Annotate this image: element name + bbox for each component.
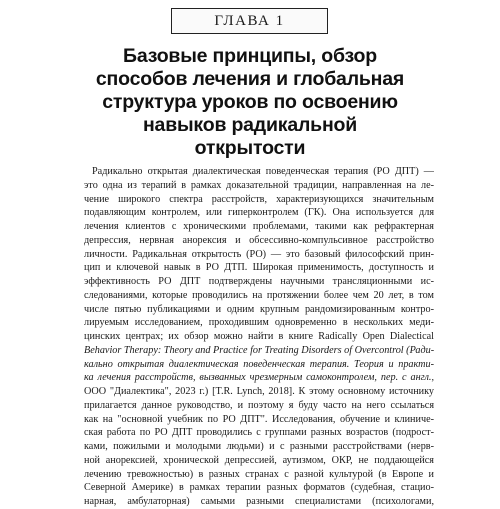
body-line: эффективность РО ДПТ подтверждены научными трансляционными ис- <box>84 276 434 287</box>
body-line-italic: кально открытая диалектическая поведенческая терапия. Теория и практи- <box>84 358 434 370</box>
chapter-heading-box <box>171 8 328 34</box>
chapter-title-line: навыков радикальной <box>142 114 358 136</box>
chapter-title <box>60 45 440 160</box>
body-line: депрессия, нервная анорексия и обсессивно-компульсивное расстройство <box>84 234 434 246</box>
body-line-italic: Behavior Therapy: Theory and Practice for Treating Disorders of Overcontrol (Ради- <box>84 344 435 356</box>
body-line: лечению тревожностью) в разных странах с разной культурой (в Европе и <box>84 468 434 480</box>
chapter-title-line: способов лечения и глобальная <box>95 68 405 90</box>
chapter-title-line: открытости <box>194 137 306 159</box>
body-line: лечения клиентов с хроническими проблемами, такими как рефрактерная <box>84 221 434 232</box>
body-line: это одна из терапий в рамках доказательной традиции, направленная на ле- <box>84 179 434 191</box>
body-line: следованиями, которые проводились на протяжении более чем 20 лет, в том <box>84 289 434 301</box>
chapter-label: ГЛАВА 1 <box>214 13 285 29</box>
body-line: ООО "Диалектика", 2023 г.) [T.R. Lynch, 2018]. К этому основному источнику <box>84 386 434 397</box>
body-line: ками, пожилыми и молодыми людьми) и с разными расстройствами (нерв- <box>84 441 434 452</box>
body-line: цинских центрах; их обзор можно найти в книге Radically Open Dialectical <box>84 331 434 342</box>
body-line: личности. Радикальная открытость (РО) — это базовый философский прин- <box>84 248 434 260</box>
chapter-title-line: структура уроков по освоению <box>102 91 398 113</box>
body-line: нарная, амбулаторная) самыми разными специалистами (психологами, <box>84 496 434 507</box>
body-line: числе пятью публикациями и одним крупным рандомизированным контро- <box>84 303 434 315</box>
body-line: цип и ключевой навык в РО ДТП. Широкая применимость, доступность и <box>84 262 434 274</box>
body-line-italic: ка лечения расстройств, вызванных чрезмерным самоконтролем, пер. с англ., <box>84 372 434 384</box>
body-text <box>84 165 434 509</box>
body-line: подавляющим контролем, или гиперконтролем (ГК). Она используется для <box>84 207 434 219</box>
body-line: ская работа по РО ДПТ проводились с группами разных возрастов (подрост- <box>84 427 434 439</box>
body-line: как на "основной учебник по РО ДПТ". Исследования, обучение и клиниче- <box>84 413 434 425</box>
body-line: лируемым исследованием, проходившим одновременно в нескольких меди- <box>84 317 434 329</box>
body-line: прилагается данное руководство, и поэтому я буду часто на него ссылаться <box>84 399 434 411</box>
body-line: ной анорексией, хронической депрессией, аутизмом, ОКР, не поддающейся <box>84 454 434 466</box>
body-line: Северной Америке) в рамках терапии разных форматов (судебная, стацио- <box>84 482 434 494</box>
body-line: Радикально открытая диалектическая поведенческая терапия (РО ДПТ) — <box>92 166 434 177</box>
chapter-title-line: Базовые принципы, обзор <box>123 45 377 67</box>
body-line: чение широкого спектра расстройств, характеризующихся значительным <box>84 193 434 205</box>
